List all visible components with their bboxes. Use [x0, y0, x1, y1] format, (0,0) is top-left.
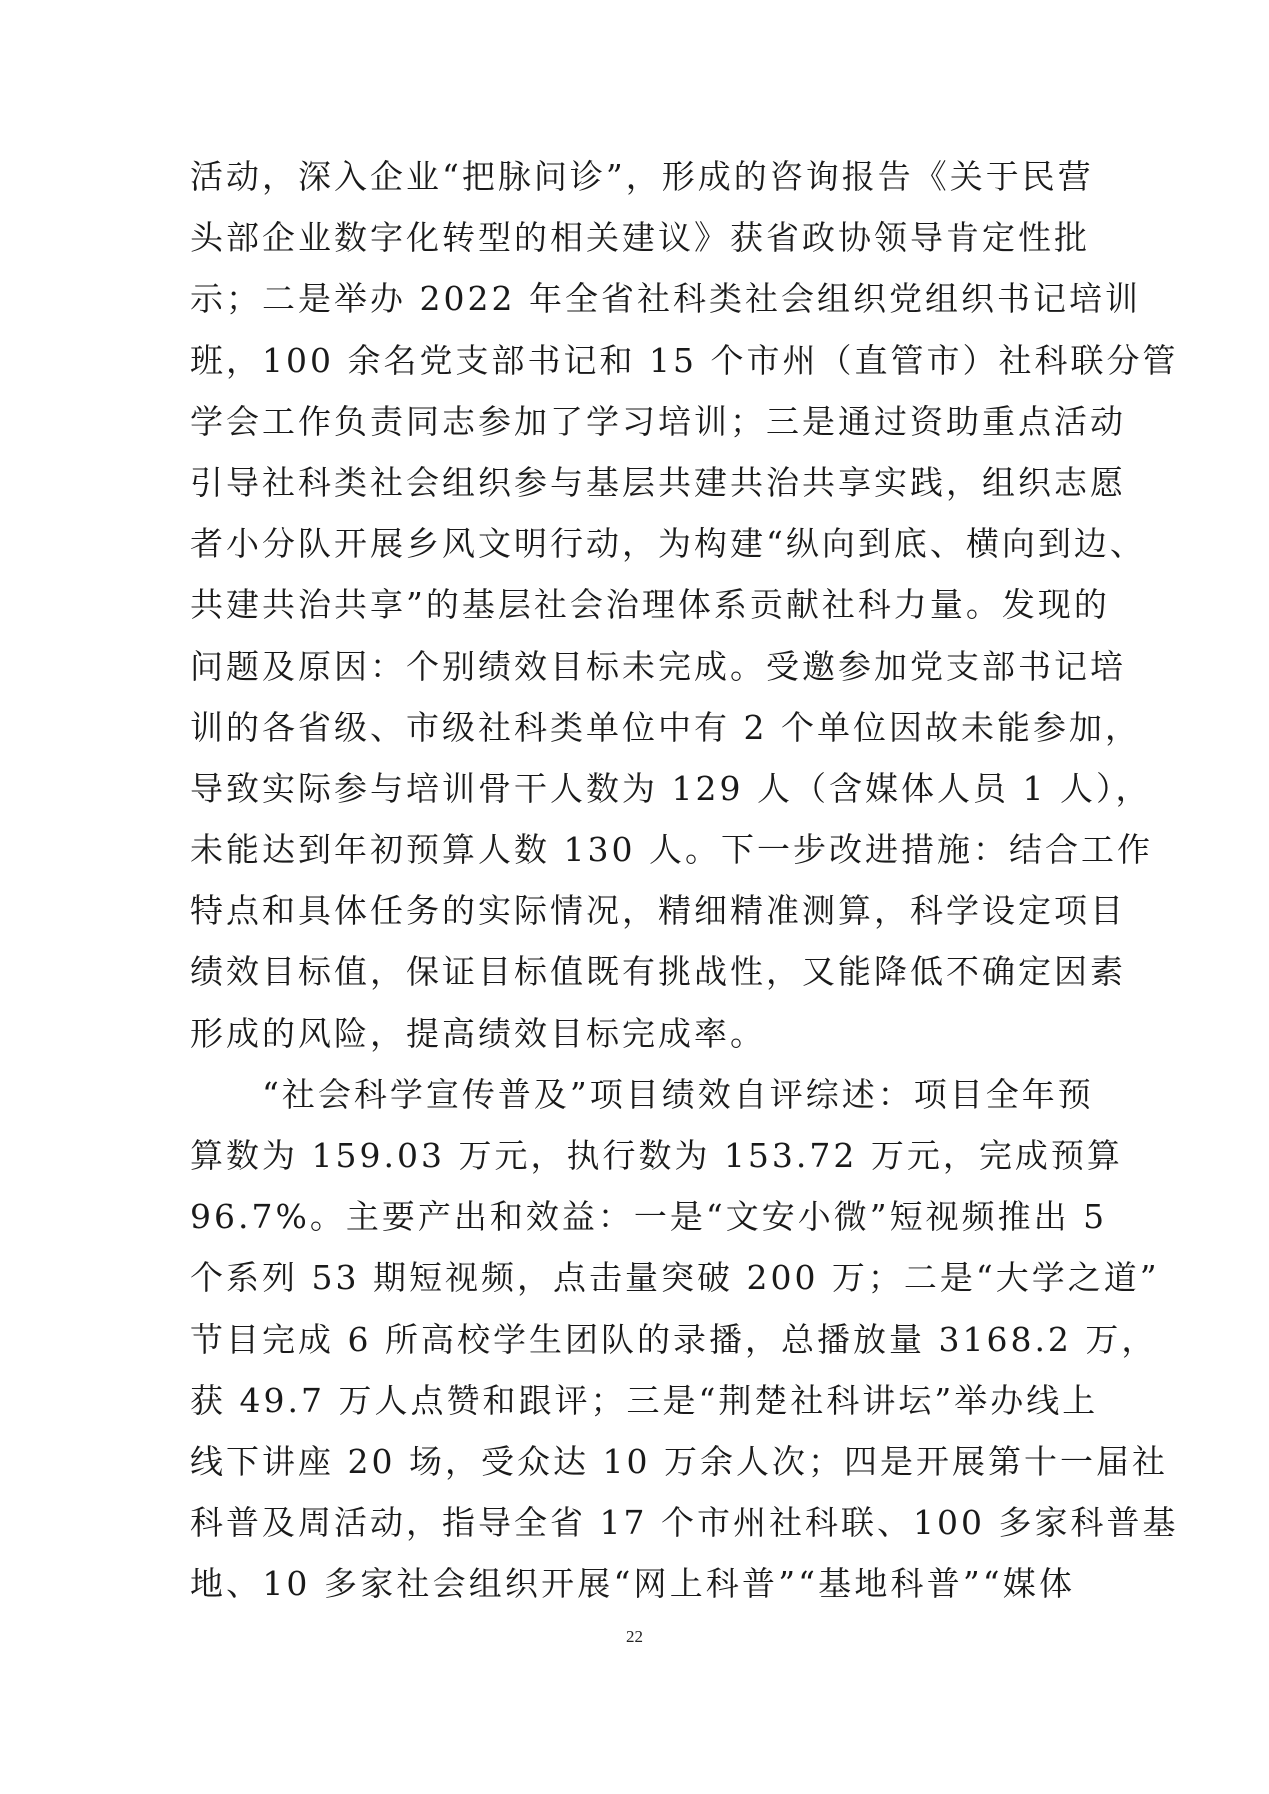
text-line: 绩效目标值，保证目标值既有挑战性，又能降低不确定因素	[190, 952, 1126, 992]
text-line: 96.7%。主要产出和效益：一是“文安小微”短视频推出 5	[190, 1197, 1108, 1237]
body-text	[190, 146, 1179, 1615]
text-line: 算数为 159.03 万元，执行数为 153.72 万元，完成预算	[190, 1136, 1123, 1175]
text-line: 节目完成 6 所高校学生团队的录播，总播放量 3168.2 万，	[190, 1319, 1158, 1359]
text-line: 导致实际参与培训骨干人数为 129 人（含媒体人员 1 人），	[190, 768, 1152, 808]
text-line: 示；二是举办 2022 年全省社科类社会组织党组织书记培训	[190, 279, 1141, 319]
text-line: 学会工作负责同志参加了学习培训；三是通过资助重点活动	[190, 401, 1126, 441]
text-line: 线下讲座 20 场，受众达 10 万余人次；四是开展第十一届社	[190, 1441, 1168, 1481]
text-line: 训的各省级、市级社科类单位中有 2 个单位因故未能参加，	[190, 707, 1141, 747]
text-line: 未能达到年初预算人数 130 人。下一步改进措施：结合工作	[190, 830, 1153, 870]
text-line: 地、10 多家社会组织开展“网上科普”“基地科普”“媒体	[190, 1564, 1075, 1604]
text-line: 科普及周活动，指导全省 17 个市州社科联、100 多家科普基	[190, 1503, 1179, 1543]
text-line: 共建共治共享”的基层社会治理体系贡献社科力量。发现的	[190, 585, 1110, 625]
text-line: 活动，深入企业“把脉问诊”，形成的咨询报告《关于民营	[190, 157, 1094, 196]
text-line: 引导社科类社会组织参与基层共建共治共享实践，组织志愿	[190, 462, 1126, 502]
text-line: 问题及原因：个别绩效目标未完成。受邀参加党支部书记培	[190, 646, 1126, 686]
text-line: 形成的风险，提高绩效目标完成率。	[190, 1013, 766, 1053]
text-line: 获 49.7 万人点赞和跟评；三是“荆楚社科讲坛”举办线上	[190, 1380, 1099, 1420]
text-line: 特点和具体任务的实际情况，精细精准测算，科学设定项目	[190, 891, 1126, 931]
text-line: 者小分队开展乡风文明行动，为构建“纵向到底、横向到边、	[190, 524, 1146, 564]
text-line: 头部企业数字化转型的相关建议》获省政协领导肯定性批	[190, 218, 1090, 258]
text-line: 个系列 53 期短视频，点击量突破 200 万；二是“大学之道”	[190, 1258, 1160, 1298]
paragraph-first-line: “社会科学宣传普及”项目绩效自评综述：项目全年预	[262, 1074, 1094, 1114]
text-line: 班，100 余名党支部书记和 15 个市州（直管市）社科联分管	[190, 340, 1179, 380]
page-number: 22	[626, 1627, 643, 1646]
